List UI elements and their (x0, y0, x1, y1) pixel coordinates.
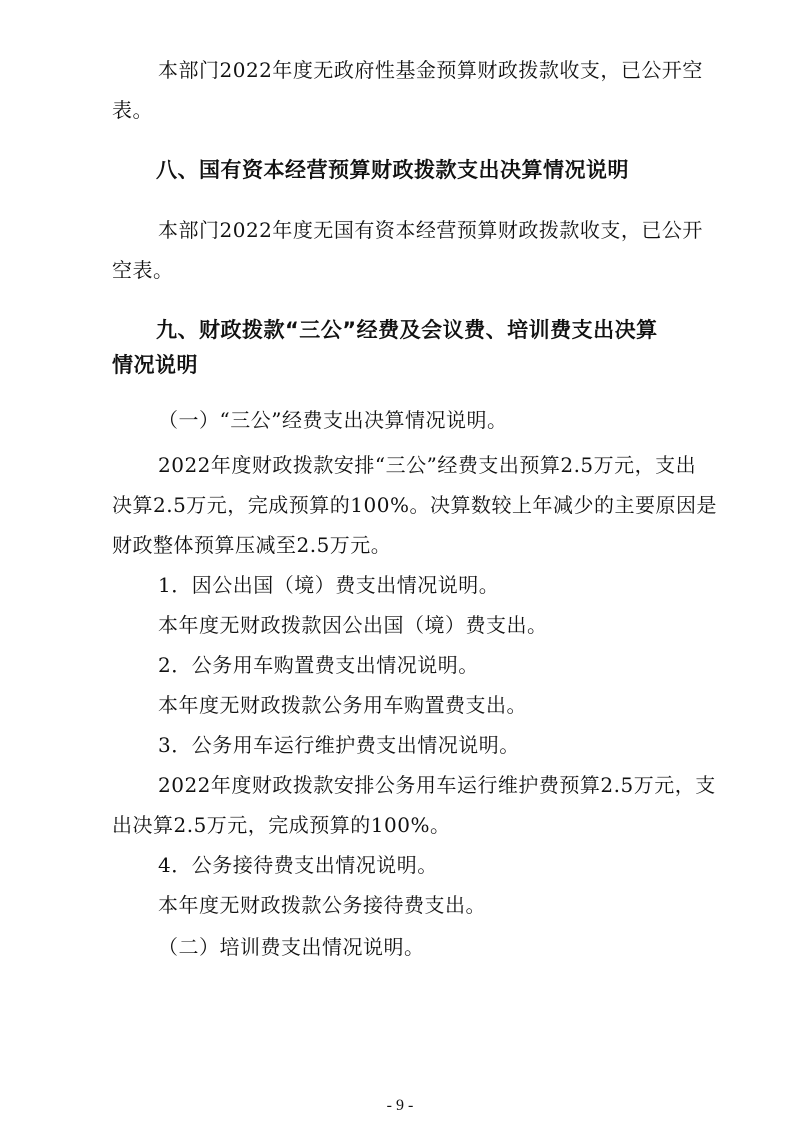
section-heading-9-cont: 情况说明 (112, 353, 198, 377)
paragraph-line: 本部门2022年度无政府性基金预算财政拨款收支，已公开空 (158, 58, 703, 82)
paragraph-line: 本部门2022年度无国有资本经营预算财政拨款收支，已公开 (158, 218, 703, 242)
list-item-heading: 1．因公出国（境）费支出情况说明。 (158, 573, 500, 597)
list-item-text: 本年度无财政拨款因公出国（境）费支出。 (158, 613, 548, 637)
subsection-heading: （二）培训费支出情况说明。 (158, 935, 425, 959)
paragraph-line: 财政整体预算压减至2.5万元。 (112, 533, 392, 557)
list-item-text: 本年度无财政拨款公务接待费支出。 (158, 893, 486, 917)
paragraph-line: 空表。 (112, 258, 174, 282)
section-heading-9: 九、财政拨款“三公”经费及会议费、培训费支出决算 (156, 318, 658, 342)
list-item-text: 出决算2.5万元，完成预算的100%。 (112, 813, 451, 837)
paragraph-line: 表。 (112, 98, 153, 122)
list-item-heading: 3．公务用车运行维护费支出情况说明。 (158, 733, 520, 757)
list-item-text: 2022年度财政拨款安排公务用车运行维护费预算2.5万元，支 (158, 773, 716, 797)
paragraph-line: 2022年度财政拨款安排“三公”经费支出预算2.5万元，支出 (158, 453, 697, 477)
list-item-heading: 2．公务用车购置费支出情况说明。 (158, 653, 479, 677)
page-number: - 9 - (386, 1097, 414, 1114)
subsection-heading: （一）“三公”经费支出决算情况说明。 (158, 408, 508, 432)
list-item-heading: 4．公务接待费支出情况说明。 (158, 853, 438, 877)
section-heading-8: 八、国有资本经营预算财政拨款支出决算情况说明 (156, 158, 629, 182)
list-item-text: 本年度无财政拨款公务用车购置费支出。 (158, 693, 527, 717)
paragraph-line: 决算2.5万元，完成预算的100%。决算数较上年减少的主要原因是 (112, 493, 717, 517)
